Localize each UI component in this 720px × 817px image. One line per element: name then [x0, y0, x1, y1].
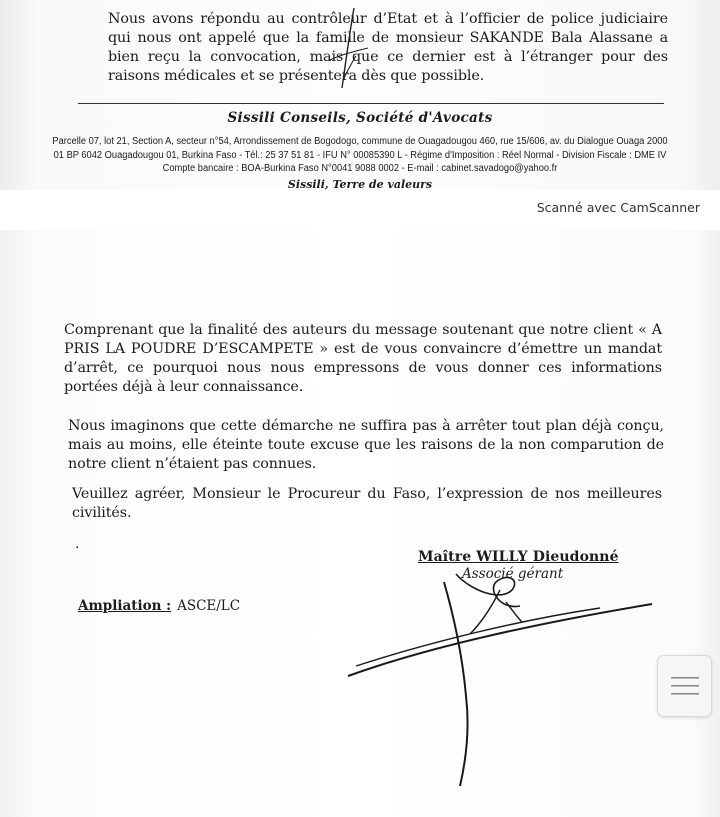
handwritten-signature [0, 230, 720, 817]
menu-button[interactable] [657, 655, 712, 717]
address-line-2: 01 BP 6042 Ouagadougou 01, Burkina Faso - Tél.: 25 37 51 81 - IFU N° 00085390 L - Régime d'Imposition : Réel Normal - Division Fiscale : DME IV [53, 150, 667, 161]
body-paragraph-1: Nous avons répondu au contrôleur d’Etat et à l’officier de police judiciaire qui nous ont appelé que la famille de monsieur SAKANDE Bala Alassane a bien reçu la convocation, mais que ce dernier est à l’étranger pour des raisons médicales et se présentera dès que possible. [108, 11, 668, 84]
ampliation-label: Ampliation : [78, 598, 172, 614]
address-line-3: Compte bancaire : BOA-Burkina Faso N°0041 9088 0002 - E-mail : cabinet.savadogo@yahoo.fr [162, 163, 558, 174]
letterhead-rule [78, 103, 664, 104]
firm-motto: Sissili, Terre de valeurs [287, 178, 433, 190]
hamburger-menu-icon [671, 676, 699, 696]
signer-role: Associé gérant [462, 566, 564, 582]
closing-paragraph: Veuillez agréer, Monsieur le Procureur du Faso, l’expression de nos meilleures civilités. [72, 486, 662, 521]
scanned-page-bottom [0, 230, 720, 817]
stray-dot: . [75, 536, 80, 552]
address-line-1: Parcelle 07, lot 21, Section A, secteur n°54, Arrondissement de Bogodogo, commune de Ouagadougou 460, rue 15/606, av. du Dialogue Ouaga 2000 [52, 136, 668, 147]
body-paragraph-3: Nous imaginons que cette démarche ne suffira pas à arrêter tout plan déjà conçu, mais au moins, elle éteinte toute excuse que les raisons de la non comparution de notre client n’étaient pas connues. [68, 418, 664, 472]
signer-name: Maître WILLY Dieudonné [418, 549, 619, 565]
ampliation-value: ASCE/LC [177, 598, 241, 614]
firm-name: Sissili Conseils, Société d'Avocats [227, 110, 493, 126]
camscanner-label: Scanné avec CamScanner [536, 200, 700, 215]
scanned-page-top [0, 0, 720, 190]
body-paragraph-2: Comprenant que la finalité des auteurs du message soutenant que notre client « A PRIS LA POUDRE D’ESCAMPETE » est de vous convaincre d’émettre un mandat d’arrêt, ce pourquoi nous nous empressons de vous donner ces informations portées déjà à leur connaissance. [64, 322, 662, 395]
scanner-footer [0, 190, 720, 230]
